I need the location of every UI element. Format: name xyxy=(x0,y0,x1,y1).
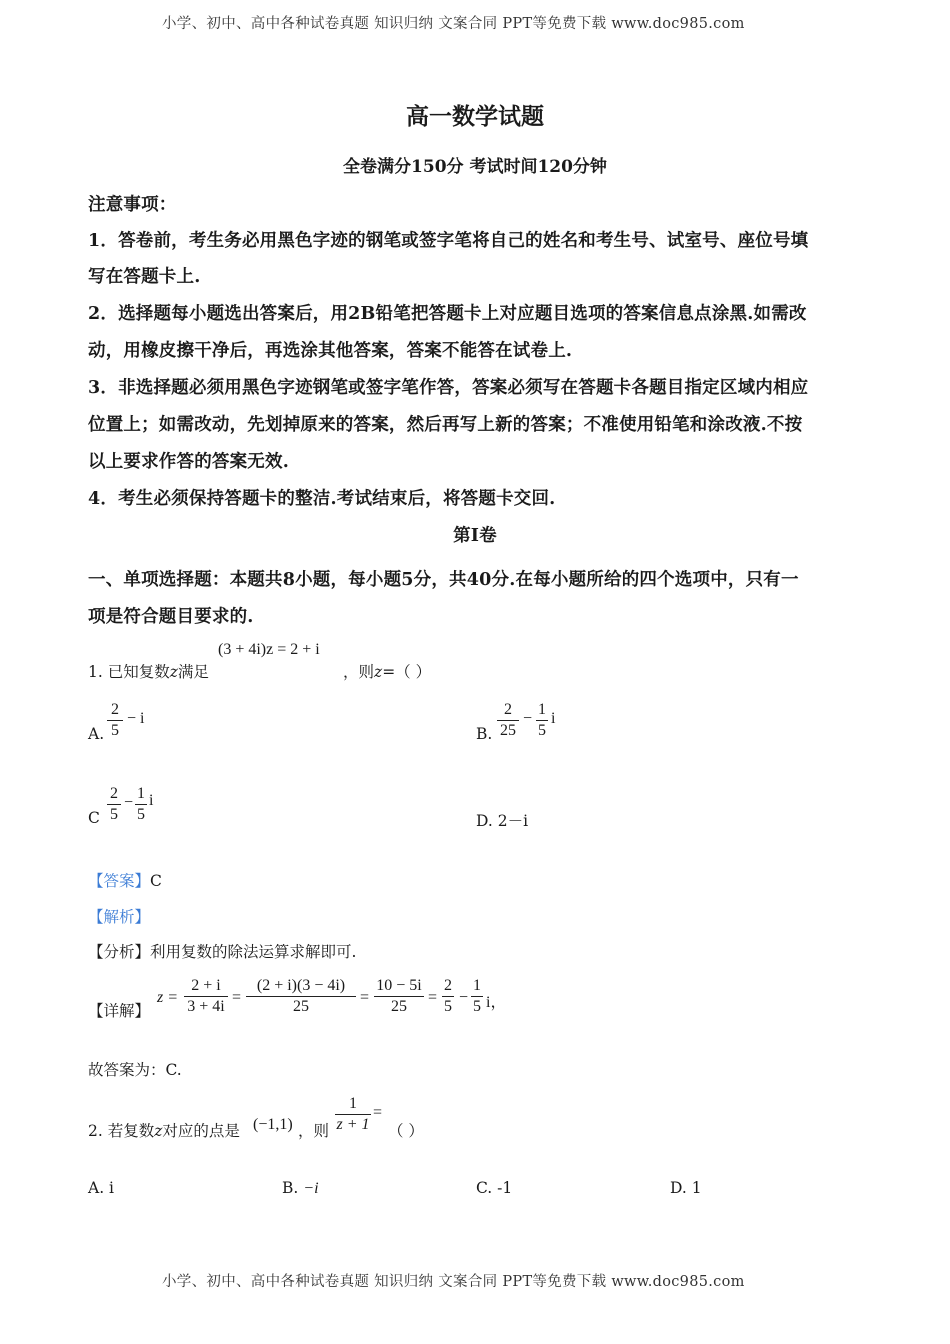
volume-heading: 第I卷 xyxy=(453,526,497,546)
q1-option-b-fraction-2 xyxy=(535,700,549,741)
q1-mid: 满足 xyxy=(177,663,209,681)
notice-line: 动，用橡皮擦干净后，再选涂其他答案，答案不能答在试卷上. xyxy=(88,341,573,361)
fraction-numerator: (2 + i)(3 − 4i) xyxy=(256,977,346,994)
q1-option-b-rest: i xyxy=(551,710,556,727)
fraction-denominator: 3 + 4i xyxy=(187,998,225,1015)
q1-option-c-fraction-1 xyxy=(106,784,122,825)
fraction-denominator: 25 xyxy=(293,998,309,1015)
q1-analysis-tag: 【解析】 xyxy=(88,908,151,926)
fraction-numerator: 1 xyxy=(538,701,546,718)
q1-detail-fraction-3 xyxy=(373,976,425,1017)
q1-suffix-text: ，则 xyxy=(343,663,375,681)
minus-sign: − xyxy=(459,989,469,1006)
q2-prefix: 2. 若复数 xyxy=(88,1122,155,1140)
q1-equation: (3 + 4i)z = 2 + i xyxy=(218,641,320,658)
fraction-numerator: 10 − 5i xyxy=(376,977,422,994)
question-1-stem xyxy=(88,660,209,682)
q1-option-c-fraction-2 xyxy=(134,784,148,825)
notice-line: 4．考生必须保持答题卡的整洁.考试结束后，将答题卡交回. xyxy=(88,489,556,509)
answer-tag: 【答案】 xyxy=(88,872,151,890)
q1-detail-tail: i， xyxy=(486,994,507,1011)
q2-var: z xyxy=(154,1122,163,1140)
q1-option-b-label: B. xyxy=(476,725,493,743)
q2-then: ，则 xyxy=(298,1122,330,1140)
q1-option-b-minus: − xyxy=(523,710,533,727)
notice-line: 写在答题卡上. xyxy=(88,267,201,287)
q1-option-c-minus: − xyxy=(124,794,134,811)
notice-line: 2．选择题每小题选出答案后，用2B铅笔把答题卡上对应题目选项的答案信息点涂黑.如需改 xyxy=(88,304,807,324)
equals-sign: = xyxy=(360,989,370,1006)
fraction-numerator: 2 + i xyxy=(191,977,221,994)
fraction-denominator: 5 xyxy=(137,806,145,823)
q2-option-d: D. 1 xyxy=(670,1179,702,1197)
fenxi-tag: 【分析】 xyxy=(88,943,151,961)
q2-paren: （ ） xyxy=(388,1122,424,1140)
q1-detail-tag: 【详解】 xyxy=(88,1002,151,1020)
q2-option-c: C. -1 xyxy=(476,1179,513,1197)
fraction-denominator: z + 1 xyxy=(336,1116,370,1133)
q1-var: z xyxy=(169,663,178,681)
q1-answer xyxy=(88,869,162,891)
fraction-denominator: 5 xyxy=(473,998,481,1015)
section-heading: 一、单项选择题：本题共8小题，每小题5分，共40分.在每小题所给的四个选项中，只有一 xyxy=(88,570,799,590)
q1-prefix: 1. 已知复数 xyxy=(88,663,170,681)
fraction-numerator: 2 xyxy=(444,977,452,994)
answer-value: C xyxy=(150,872,162,890)
notice-line: 1．答卷前，考生务必用黑色字迹的钢笔或签字笔将自己的姓名和考生号、试室号、座位号填 xyxy=(88,231,809,251)
q1-option-a-fraction xyxy=(106,700,124,741)
q2-option-b-value: −i xyxy=(303,1180,319,1197)
notice-line: 以上要求作答的答案无效. xyxy=(88,452,289,472)
fraction-numerator: 1 xyxy=(349,1095,357,1112)
q2-option-a: A. i xyxy=(88,1179,115,1197)
fraction-numerator: 2 xyxy=(110,785,118,802)
q2-point: (−1,1) xyxy=(253,1116,293,1133)
q1-option-a-label: A. xyxy=(88,725,105,743)
fraction-denominator: 5 xyxy=(538,722,546,739)
q1-detail-fraction-2 xyxy=(245,976,357,1017)
page-footer: 小学、初中、高中各种试卷真题 知识归纳 文案合同 PPT等免费下载 www.doc985.com xyxy=(162,1274,745,1290)
q1-detail-lhs: z = xyxy=(157,989,179,1006)
q1-option-c-label: C xyxy=(88,809,100,827)
q1-conclusion: 故答案为：C. xyxy=(88,1061,182,1079)
notice-heading: 注意事项： xyxy=(88,195,177,215)
page-title: 高一数学试题 xyxy=(406,103,544,130)
notice-line: 位置上；如需改动，先划掉原来的答案，然后再写上新的答案；不准使用铅笔和涂改液.不按 xyxy=(88,415,803,435)
fraction-denominator: 25 xyxy=(391,998,407,1015)
q2-option-b xyxy=(282,1179,319,1198)
fraction-denominator: 5 xyxy=(110,806,118,823)
fraction-denominator: 25 xyxy=(500,722,516,739)
q1-suffix-paren: =（ ） xyxy=(382,663,432,681)
q2-mid: 对应的点是 xyxy=(162,1122,240,1140)
equals-sign: = xyxy=(232,989,242,1006)
page-subtitle: 全卷满分150分 考试时间120分钟 xyxy=(343,157,607,177)
fenxi-text: 利用复数的除法运算求解即可. xyxy=(150,943,357,961)
q1-detail-fraction-5 xyxy=(470,976,484,1017)
q1-option-b-fraction-1 xyxy=(496,700,520,741)
fraction-numerator: 2 xyxy=(504,701,512,718)
fraction-numerator: 1 xyxy=(137,785,145,802)
page-header: 小学、初中、高中各种试卷真题 知识归纳 文案合同 PPT等免费下载 www.doc985.com xyxy=(162,16,745,32)
section-heading: 项是符合题目要求的. xyxy=(88,607,254,627)
q2-fraction xyxy=(334,1094,372,1135)
q1-option-d: D. 2－i xyxy=(476,812,529,830)
q1-option-a-rest: − i xyxy=(127,710,145,727)
fraction-denominator: 5 xyxy=(444,998,452,1015)
q1-var: z xyxy=(374,663,383,681)
notice-line: 3．非选择题必须用黑色字迹钢笔或签字笔作答，答案必须写在答题卡各题目指定区域内相应 xyxy=(88,378,809,398)
question-2-stem xyxy=(88,1119,240,1141)
q1-suffix xyxy=(343,660,431,682)
q1-detail-fraction-1 xyxy=(183,976,229,1017)
equals-sign: = xyxy=(428,989,438,1006)
fraction-numerator: 2 xyxy=(111,701,119,718)
q2-option-b-label: B. xyxy=(282,1179,299,1197)
q1-option-c-rest: i xyxy=(149,792,154,809)
equals-sign: = xyxy=(373,1104,383,1121)
q1-detail-fraction-4 xyxy=(441,976,455,1017)
fraction-denominator: 5 xyxy=(111,722,119,739)
fraction-numerator: 1 xyxy=(473,977,481,994)
q1-fenxi xyxy=(88,940,356,962)
